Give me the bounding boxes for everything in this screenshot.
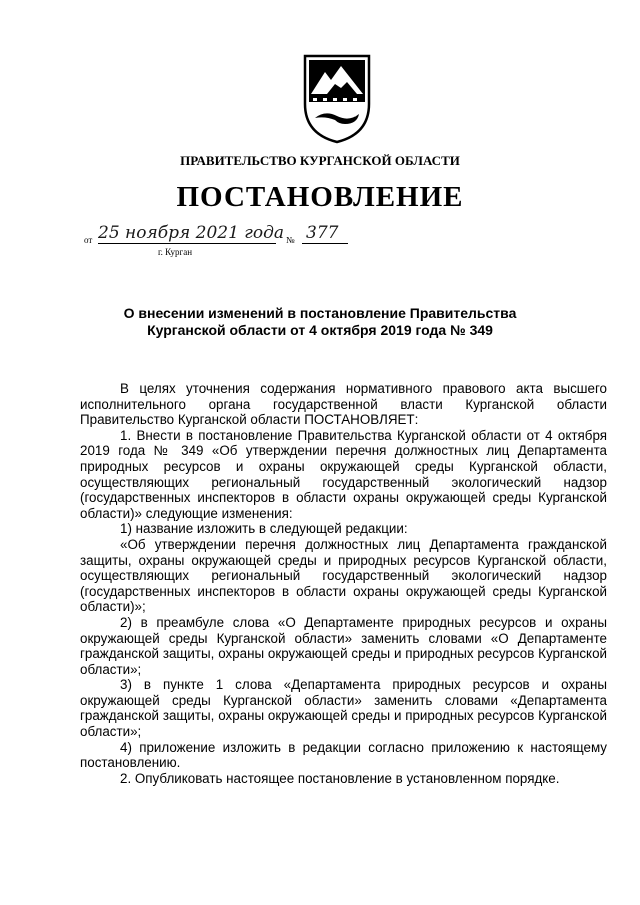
document-type-title: ПОСТАНОВЛЕНИЕ (176, 181, 464, 213)
date-handwritten: 25 ноября 2021 года (98, 223, 285, 243)
paragraph-subitem-1: 1) название изложить в следующей редакции: (120, 521, 408, 537)
paragraph-item-2: 2. Опубликовать настоящее постановление в установленном порядке. (120, 770, 560, 786)
coat-of-arms-emblem (301, 54, 373, 144)
government-name: ПРАВИТЕЛЬСТВО КУРГАНСКОЙ ОБЛАСТИ (180, 153, 460, 168)
paragraph-subitem-2: 2) в преамбуле слова «О Департаменте природных ресурсов и охраны окружающей среды Курганской области» заменить словами «О Департаменте гражданской защиты, охраны окружающей среды и природных ресурсов Курганской области»; (80, 614, 607, 677)
date-underline (98, 243, 276, 244)
city-label: г. Курган (158, 247, 193, 257)
paragraph-subitem-3: 3) в пункте 1 слова «Департамента природных ресурсов и охраны окружающей среды Курганской области» заменить словами «Департамента гражданской защиты, охраны окружающей среды и природных ресурсов Курганской области»; (80, 677, 607, 740)
document-meta (84, 225, 364, 261)
paragraph-preamble: В целях уточнения содержания нормативного правового акта высшего исполнительного органа государственной власти Курганской области Правительство Курганской области ПОСТАНОВЛЯЕТ: (80, 381, 607, 428)
number-handwritten: 377 (306, 223, 339, 243)
paragraph-subitem-4: 4) приложение изложить в редакции согласно приложению к настоящему постановлению. (80, 739, 607, 771)
subject-line-1: О внесении изменений в постановление Правительства (123, 305, 517, 321)
document-subject (80, 305, 560, 339)
paragraph-new-title: «Об утверждении перечня должностных лиц Департамента гражданской защиты, охраны окружающей среды и природных ресурсов Курганской области, осуществляющих региональный государственный экологический надзор (государственных инспекторов в области охраны окружающей среды Курганской области)»; (80, 536, 607, 615)
document-body (80, 381, 607, 786)
date-prefix: от (84, 235, 93, 245)
paragraph-item-1: 1. Внести в постановление Правительства Курганской области от 4 октября 2019 года № 349 «Об утверждении перечня должностных лиц Департамента природных ресурсов и охраны окружающей среды Курганской области, осуществляющих региональный государственный экологический надзор (государственных инспекторов в области охраны окружающей среды Курганской области)» следующие изменения: (80, 427, 607, 521)
number-underline (302, 243, 348, 244)
subject-line-2: Курганской области от 4 октября 2019 года № 349 (147, 322, 493, 338)
number-prefix: № (286, 235, 295, 245)
